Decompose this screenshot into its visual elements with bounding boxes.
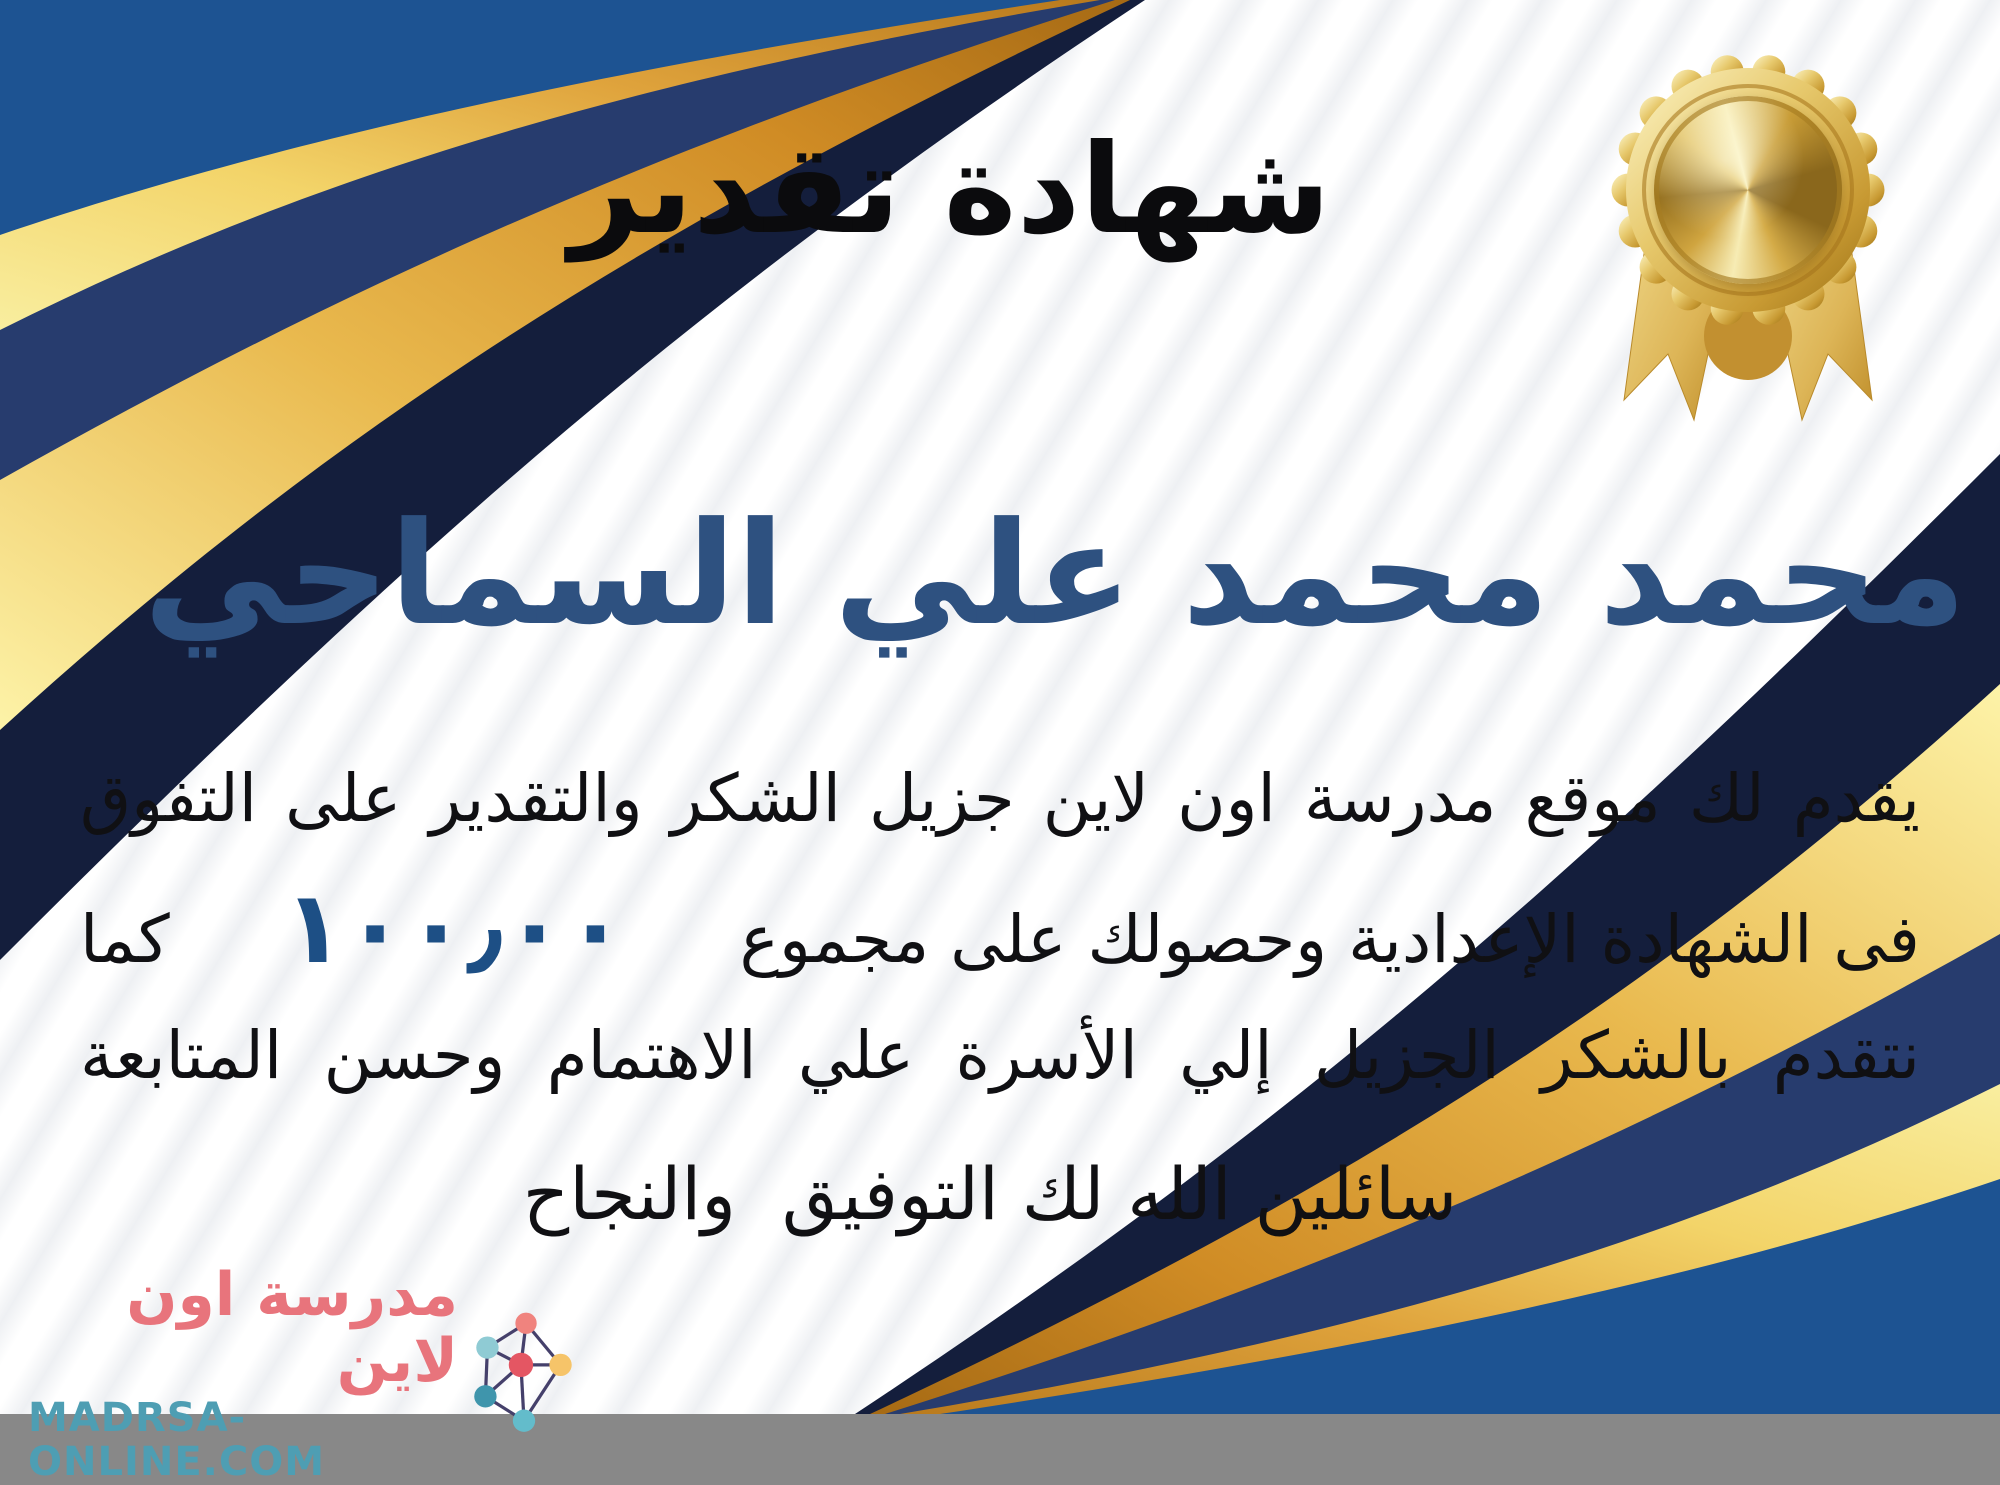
body-line-2-right: فى الشهادة الإعدادية وحصولك على مجموع [739,901,1920,979]
certificate-title: شهادة تقدير [569,118,1331,262]
network-nodes [474,1313,571,1432]
footer-wish-line: سائلين الله لك التوفيق والنجاح [522,1152,1458,1236]
score-value: ١٠٠٫٠٠ [283,869,626,987]
recipient-name: محمد محمد علي السماحي [143,492,1967,657]
logo-arabic-name: مدرسة اون لاين [126,1260,458,1396]
network-graph-icon [472,1307,576,1439]
logo-text-block [28,1262,458,1484]
body-line-2 [80,850,1920,1005]
body-line-3: نتقدم بالشكر الجزيل إلي الأسرة علي الاهتمام وحسن المتابعة [80,1017,1920,1095]
logo-website-url: MADRSA-ONLINE.COM [28,1395,326,1485]
certificate-body [80,748,1920,1108]
body-line-1: يقدم لك موقع مدرسة اون لاين جزيل الشكر والتقدير على التفوق [80,760,1920,837]
body-line-2-left: كما [80,901,170,979]
site-logo [28,1262,576,1484]
